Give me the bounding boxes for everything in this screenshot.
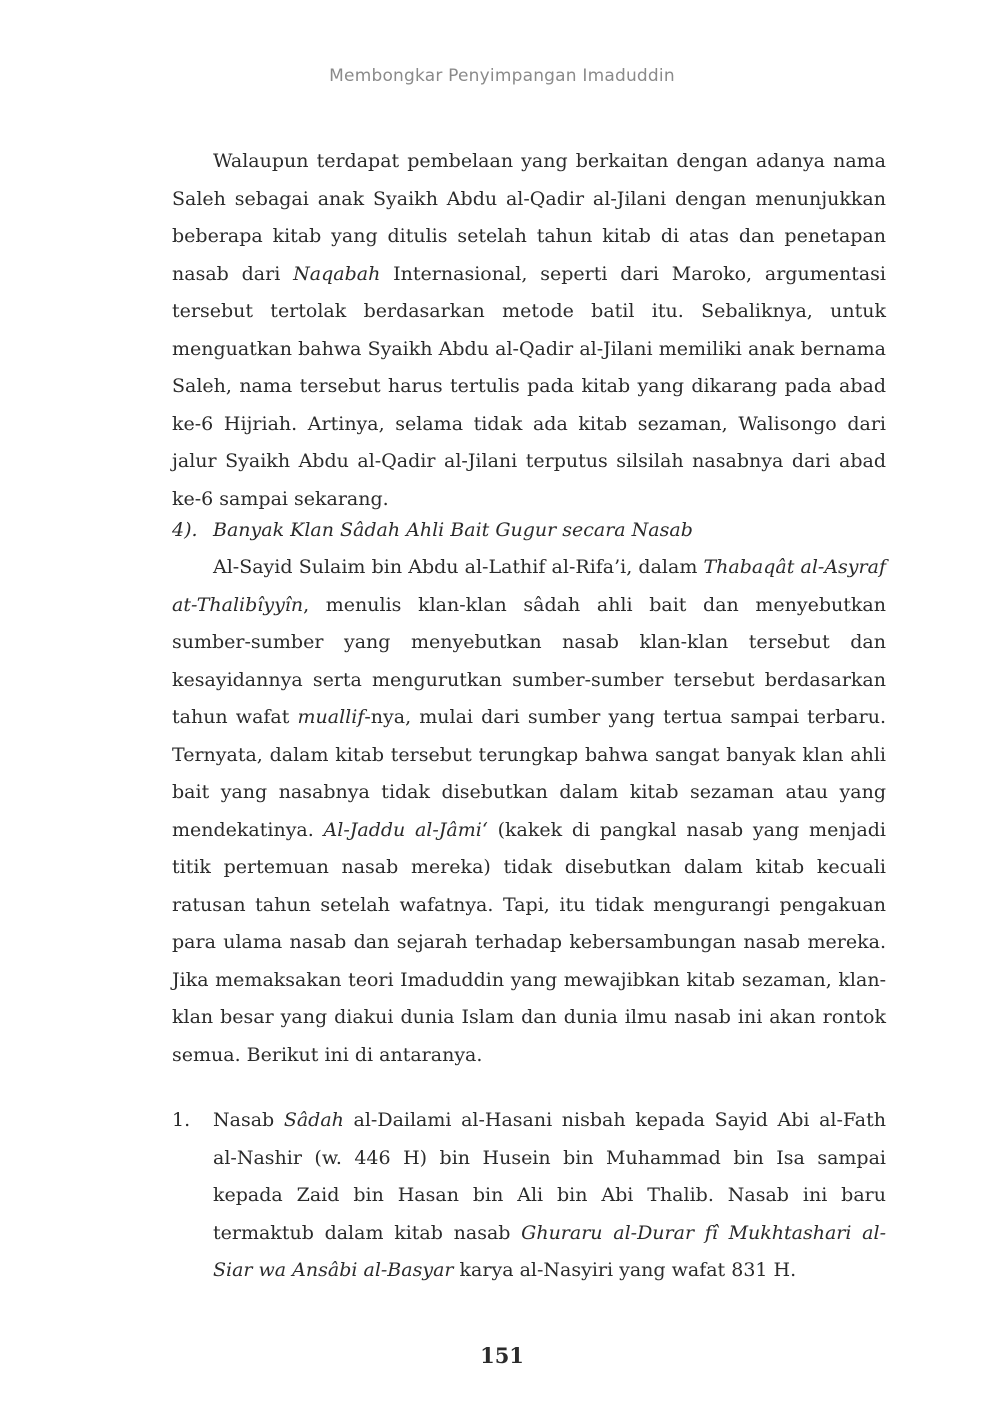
paragraph-text: karya al-Nasyiri yang wafat 831 H. [453, 1259, 797, 1281]
paragraph-text: al-Dailami al-Hasani nisbah kepada Sayid Abi al-Fath al-Nashir (w. 446 H) bin Husein bin Muhammad bin Isa sampai kepada Zaid bin Hasan bin Ali bin Abi Thalib. Nasab ini baru termaktub dalam kitab nasab [213, 1109, 886, 1244]
paragraph-text: Nasab [213, 1109, 284, 1131]
list-item-text [213, 1102, 886, 1290]
italic-term: Naqabah [293, 262, 381, 285]
running-header: Membongkar Penyimpangan Imaduddin [329, 66, 675, 86]
paragraph-text: Al-Sayid Sulaim bin Abdu al-Lathif al-Rifa’i, dalam [213, 556, 704, 578]
section-heading [172, 512, 886, 550]
paragraph-text: -nya, mulai dari sumber yang tertua sampai terbaru. Ternyata, dalam kitab tersebut terungkap bahwa sangat banyak klan ahli bait yang nasabnya tidak disebutkan dalam kitab sezaman atau yang mendekatinya. [172, 706, 886, 841]
page-number: 151 [480, 1343, 524, 1368]
paragraph-text: , menulis klan-klan sâdah ahli bait dan menyebutkan sumber-sumber yang menyebutkan nasab klan-klan tersebut dan kesayidannya serta mengurutkan sumber-sumber tersebut berdasarkan tahun wafat [172, 593, 886, 728]
paragraph-thabaqat [172, 549, 886, 1074]
paragraph-text: (kakek di pangkal nasab yang menjadi titik pertemuan nasab mereka) tidak disebutkan dalam kitab kecuali ratusan tahun setelah wafatnya. Tapi, itu tidak mengurangi pengakuan para ulama nasab dan sejarah terhadap kebersambungan nasab mereka. Jika memaksakan teori Imaduddin yang mewajibkan kitab sezaman, klan-klan besar yang diakui dunia Islam dan dunia ilmu nasab ini akan rontok semua. Berikut ini di antaranya. [172, 818, 887, 1066]
list-item-number: 1. [172, 1109, 191, 1131]
list-item [172, 1102, 886, 1290]
paragraph-saleh-argument [172, 143, 886, 518]
paragraph-text: Internasional, seperti dari Maroko, argumentasi tersebut tertolak berdasarkan metode batil itu. Sebaliknya, untuk menguatkan bahwa Syaikh Abdu al-Qadir al-Jilani memiliki anak bernama Saleh, nama tersebut harus tertulis pada kitab yang dikarang pada abad ke-6 Hijriah. Artinya, selama tidak ada kitab sezaman, Walisongo dari jalur Syaikh Abdu al-Qadir al-Jilani terputus silsilah nasabnya dari abad ke-6 sampai sekarang. [172, 262, 886, 510]
italic-book-title: Thabaqât al-Asyraf at-Thalibîyyîn [172, 556, 886, 616]
italic-term: Al-Jaddu al-Jâmi‘ [323, 818, 488, 841]
section-number: 4). [172, 519, 198, 541]
italic-term: Sâdah [283, 1109, 344, 1131]
italic-term: muallif [297, 706, 365, 728]
paragraph-text: Walaupun terdapat pembelaan yang berkaitan dengan adanya nama Saleh sebagai anak Syaikh Abdu al-Qadir al-Jilani dengan menunjukkan beberapa kitab yang ditulis setelah tahun kitab di atas dan penetapan nasab dari [172, 150, 886, 285]
section-title: Banyak Klan Sâdah Ahli Bait Gugur secara Nasab [213, 519, 693, 541]
italic-book-title: Ghuraru al-Durar fî Mukhtashari al-Siar wa Ansâbi al-Basyar [213, 1221, 886, 1281]
